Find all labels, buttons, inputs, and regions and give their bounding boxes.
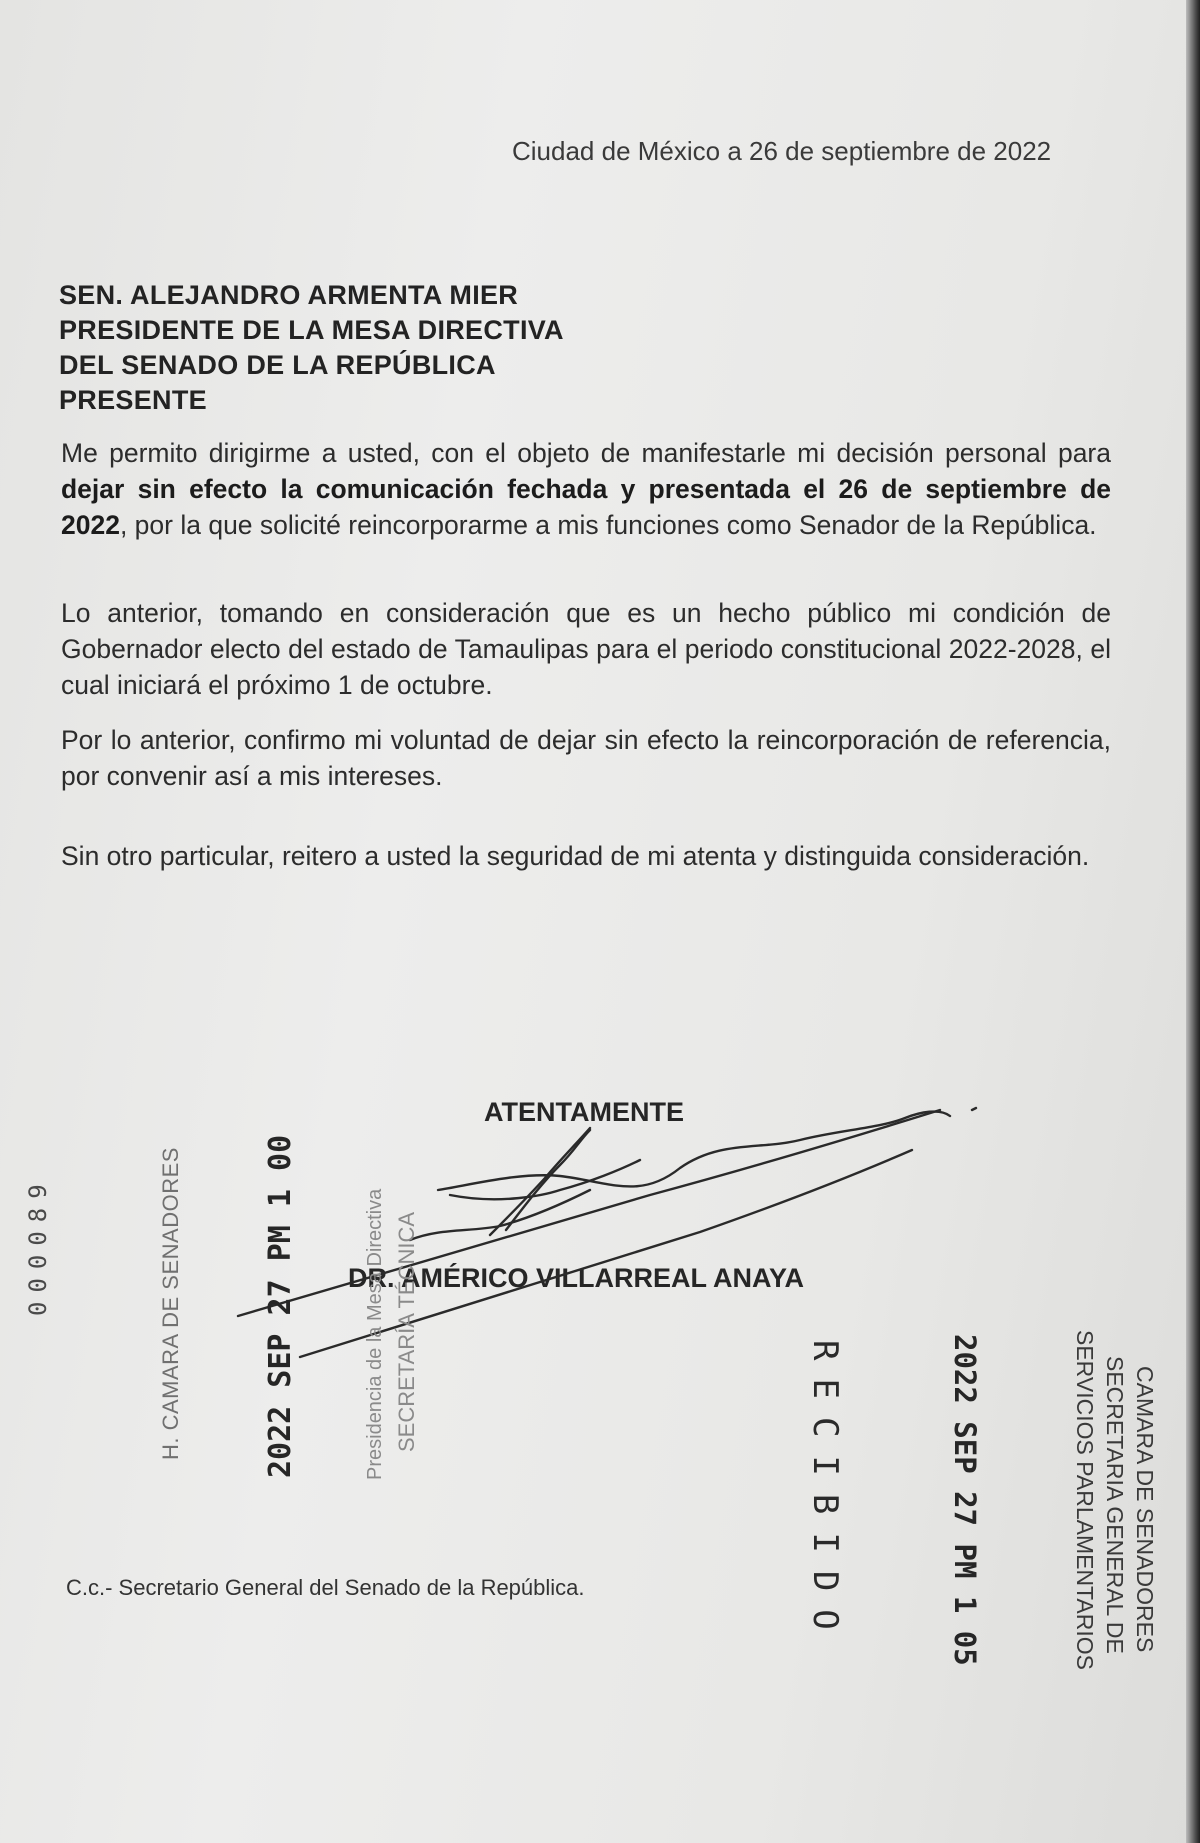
place-and-date: Ciudad de México a 26 de septiembre de 2022 [512, 136, 1052, 166]
folio-number: 000089 [24, 1175, 52, 1316]
stamp-camara-right-line-1: CAMARA DE SENADORES [1132, 1366, 1158, 1653]
signer-name: DR. AMÉRICO VILLARREAL ANAYA [348, 1263, 805, 1293]
stamp-recibido: RECIBIDO [805, 1340, 845, 1648]
addressee-position: PRESIDENTE DE LA MESA DIRECTIVA [59, 315, 564, 345]
addressee-name: SEN. ALEJANDRO ARMENTA MIER [59, 280, 519, 310]
stamp-camara-right-line-3: SERVICIOS PARLAMENTARIOS [1072, 1330, 1098, 1670]
paragraph-2: Lo anterior, tomando en consideración que es un hecho público mi condición de Gobernador electo del estado de Tamaulipas para el periodo constitucional 2022-2028, el cual iniciará el próximo 1 de octubre. [61, 598, 1111, 700]
addressee-presente: PRESENTE [59, 385, 207, 415]
closing-atentamente: ATENTAMENTE [484, 1097, 684, 1127]
stamp-secretaria-tecnica: SECRETARÍA TÉCNICA [394, 1211, 419, 1452]
paragraph-1-tail: , por la que solicité reincorporarme a mis funciones como Senador de la República. [119, 510, 1097, 540]
stamp-date-left: 2022 SEP 27 PM 1 00 [263, 1134, 298, 1478]
stamp-date-right: 2022 SEP 27 PM 1 05 [948, 1334, 982, 1666]
stamp-camara-right-line-2: SECRETARIA GENERAL DE [1102, 1356, 1128, 1654]
paragraph-1-bold: dejar sin efecto la comunicación fechada y presentada el 26 de septiembre de 2022 [61, 474, 1111, 540]
paragraph-3: Por lo anterior, confirmo mi voluntad de dejar sin efecto la reincorporación de referencia, por convenir así a mis intereses. [61, 725, 1111, 791]
carbon-copy-line: C.c.- Secretario General del Senado de la República. [66, 1575, 585, 1600]
addressee-institution: DEL SENADO DE LA REPÚBLICA [59, 350, 496, 380]
paragraph-4: Sin otro particular, reitero a usted la seguridad de mi atenta y distinguida consideración. [61, 841, 1090, 871]
page-edge-shadow [1186, 0, 1200, 1843]
paragraph-1-lead: Me permito dirigirme a usted, con el objeto de manifestarle mi decisión personal para [61, 438, 1111, 468]
stamp-presidencia: Presidencia de la Mesa Directiva [364, 1188, 386, 1480]
stamp-camara-left: H. CAMARA DE SENADORES [158, 1147, 183, 1460]
